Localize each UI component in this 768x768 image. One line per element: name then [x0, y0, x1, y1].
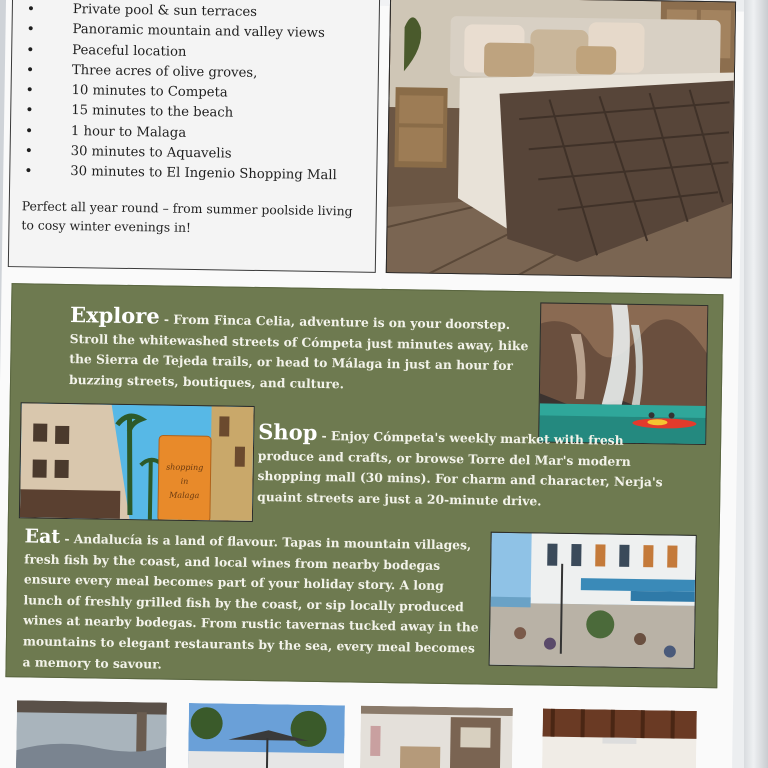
shopping-sign-line: Malaga	[169, 490, 200, 501]
amenity-item: • 15 minutes to the beach	[23, 101, 367, 127]
shopping-sign	[158, 435, 211, 521]
eat-title: Eat	[24, 525, 61, 548]
amenity-item: • Peaceful location	[24, 40, 368, 66]
explore-section	[68, 302, 530, 398]
activities-panel	[5, 283, 723, 688]
shop-text: - Enjoy Cómpeta's weekly market with fresh produce and crafts, or browse Torre del Mar's modern shopping mall (30 mins). For charm and character, Nerja's quaint streets are just a 20-minute drive.	[257, 427, 663, 509]
amenity-item: • 10 minutes to Competa	[23, 80, 367, 106]
pergola-photo	[16, 700, 167, 768]
shopping-sign-line: in	[180, 476, 189, 486]
explore-text: - From Finca Celia, adventure is on your doorstep. Stroll the whitewashed streets of Cómpeta just minutes away, hike the Sierra de Tejeda trails, or head to Málaga in just an hour for buzzing streets, boutiques, and culture.	[68, 311, 529, 392]
explore-paragraph	[68, 302, 530, 398]
explore-title: Explore	[69, 302, 160, 329]
beamed-ceiling-photo	[542, 709, 697, 768]
amenity-item: • Panoramic mountain and valley views	[24, 20, 368, 46]
shopping-malaga-photo	[19, 402, 255, 522]
shop-title: Shop	[258, 419, 318, 445]
waterfall-kayak-photo	[538, 302, 708, 445]
shop-section	[257, 419, 678, 514]
amenities-box	[8, 0, 380, 273]
bedroom-photo	[386, 0, 736, 278]
amenity-item: • 1 hour to Malaga	[23, 121, 367, 147]
shopping-sign-line: shopping	[166, 462, 204, 473]
eat-section	[22, 526, 484, 679]
amenity-item: • Three acres of olive groves,	[24, 60, 368, 86]
eat-paragraph	[22, 526, 484, 679]
amenity-item: • Private pool & sun terraces	[25, 0, 369, 25]
monitor-bezel-right	[744, 0, 768, 768]
restaurant-terrace-photo	[489, 532, 697, 669]
amenities-list	[22, 0, 369, 187]
amenities-note: Perfect all year round – from summer poolside living to cosy winter evenings in!	[21, 197, 353, 235]
kitchen-photo	[360, 706, 513, 768]
garden-umbrellas-photo	[188, 703, 345, 768]
amenity-item: • 30 minutes to Aquavelis	[22, 141, 366, 167]
shop-paragraph	[257, 419, 678, 514]
eat-text: - Andalucía is a land of flavour. Tapas in mountain villages, fresh fish by the coast, and local wines from nearby bodegas ensure every meal becomes part of your holiday story. A long lunch of freshly grilled fish by the coast, or sip locally produced wines at nearby bodegas. From rustic tavernas tucked away in the mountains to elegant restaurants by the sea, every meal becomes a memory to savour.	[22, 530, 479, 672]
amenity-item: • 30 minutes to El Ingenio Shopping Mall	[22, 162, 366, 188]
